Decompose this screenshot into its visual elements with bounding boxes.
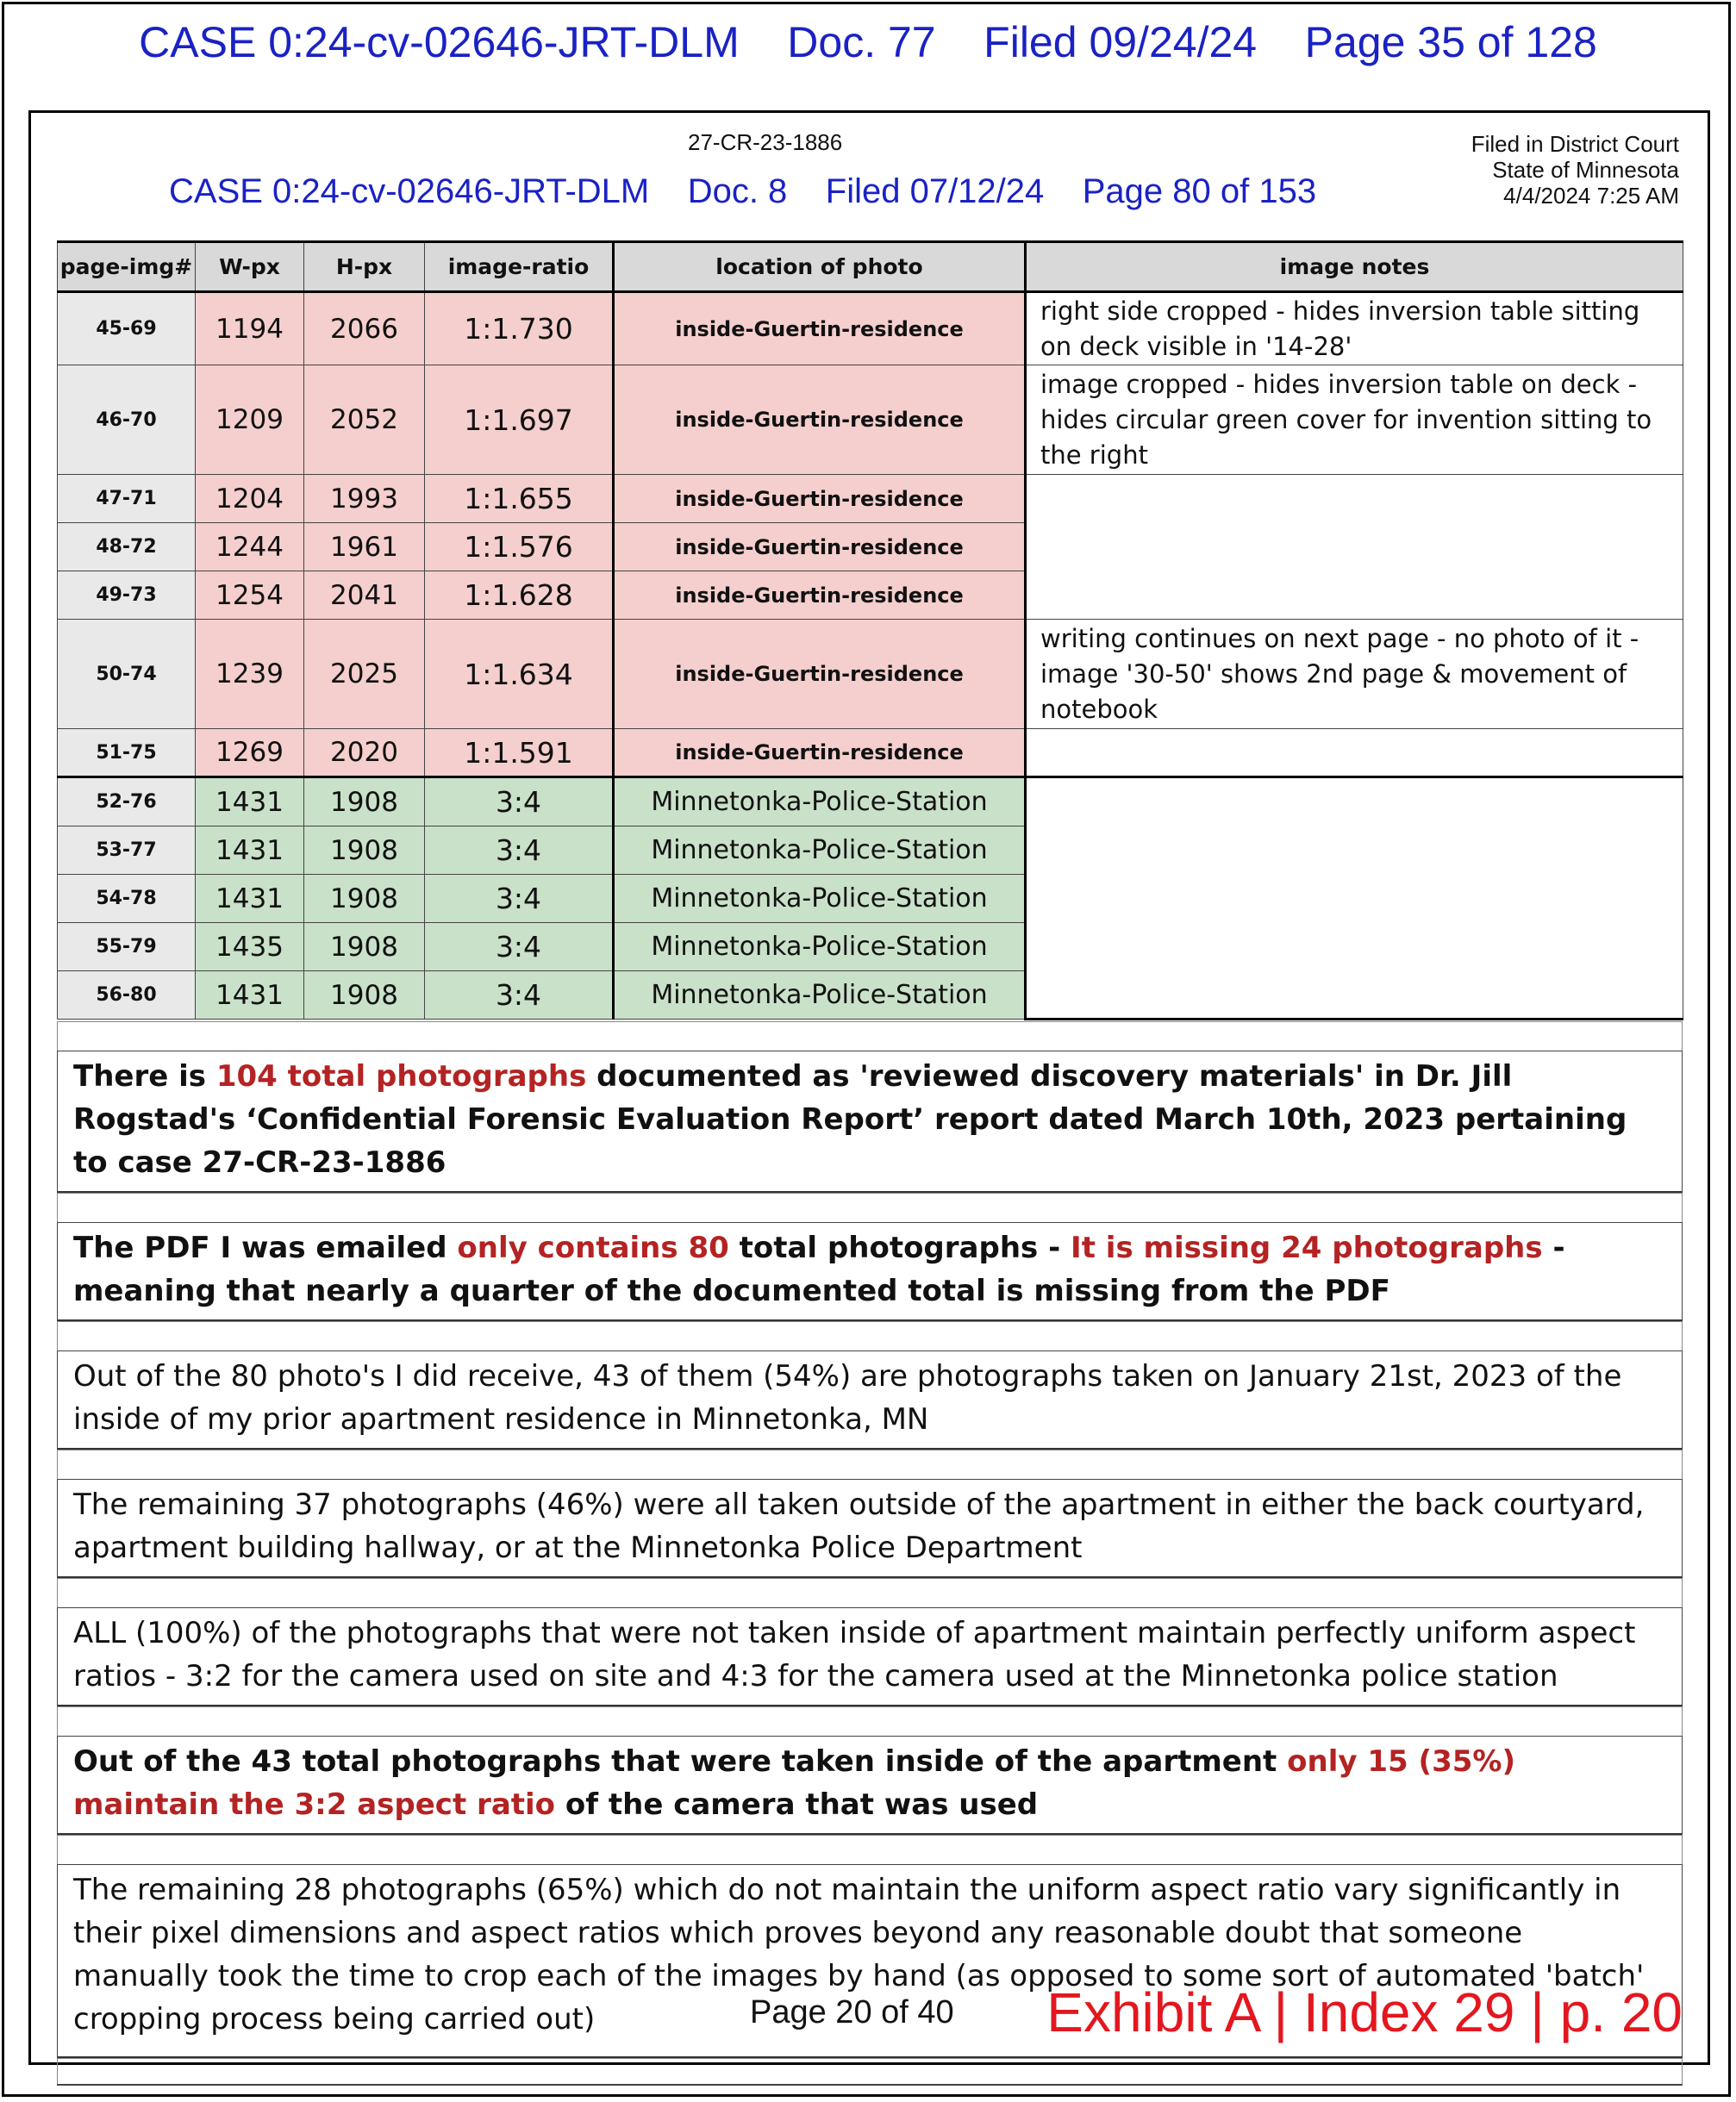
cell-height: 2025	[304, 620, 425, 729]
cell-page-img: 49-73	[58, 571, 196, 620]
table-row	[58, 620, 1683, 729]
cell-notes: writing continues on next page - no photo of it - image '30-50' shows 2nd page & movement of notebook	[1026, 620, 1683, 729]
table-row	[58, 365, 1683, 475]
cell-height: 2041	[304, 571, 425, 620]
column-header: location of photo	[614, 242, 1026, 292]
cell-location: inside-Guertin-residence	[614, 475, 1026, 523]
cell-width: 1194	[196, 292, 304, 365]
cell-width: 1239	[196, 620, 304, 729]
column-header: image-ratio	[425, 242, 614, 292]
cell-height: 1908	[304, 875, 425, 923]
divider	[57, 1706, 1683, 1736]
cell-page-img: 51-75	[58, 729, 196, 777]
cell-page-img: 48-72	[58, 523, 196, 571]
cell-notes: image cropped - hides inversion table on deck - hides circular green cover for invention sitting to the right	[1026, 365, 1683, 475]
column-header: W-px	[196, 242, 304, 292]
cell-location: inside-Guertin-residence	[614, 620, 1026, 729]
filed-stamp-line: State of Minnesota	[1492, 157, 1679, 183]
cell-ratio: 1:1.628	[425, 571, 614, 620]
cell-ratio: 1:1.591	[425, 729, 614, 777]
cell-location: inside-Guertin-residence	[614, 365, 1026, 475]
statement-highlight: only contains 80	[457, 1231, 729, 1265]
cell-width: 1431	[196, 971, 304, 1020]
cell-height: 2020	[304, 729, 425, 777]
statement-text: The PDF I was emailed	[73, 1231, 458, 1265]
statement-text: total photographs -	[728, 1231, 1071, 1265]
cell-width: 1209	[196, 365, 304, 475]
cell-ratio: 3:4	[425, 971, 614, 1020]
cell-ratio: 3:4	[425, 923, 614, 971]
statement-text: There is	[73, 1059, 216, 1094]
cell-notes: right side cropped - hides inversion table sitting on deck visible in '14-28'	[1026, 292, 1683, 365]
cell-ratio: 1:1.655	[425, 475, 614, 523]
statement-text: of the camera that was used	[555, 1787, 1039, 1822]
photo-dimensions-table	[57, 240, 1683, 1020]
cell-location: Minnetonka-Police-Station	[614, 971, 1026, 1020]
cell-width: 1244	[196, 523, 304, 571]
statement-total-photos	[57, 1051, 1683, 1193]
cell-ratio: 1:1.697	[425, 365, 614, 475]
cell-height: 2066	[304, 292, 425, 365]
cell-page-img: 50-74	[58, 620, 196, 729]
cell-height: 2052	[304, 365, 425, 475]
cell-page-img: 45-69	[58, 292, 196, 365]
cell-page-img: 53-77	[58, 826, 196, 875]
exhibit-label: Exhibit A | Index 29 | p. 20	[1046, 1981, 1683, 2043]
table-row	[58, 729, 1683, 777]
cell-height: 1908	[304, 971, 425, 1020]
state-case-number: 27-CR-23-1886	[688, 129, 843, 155]
cell-page-img: 54-78	[58, 875, 196, 923]
table-row	[58, 777, 1683, 826]
filed-stamp-line: 4/4/2024 7:25 AM	[1503, 183, 1679, 209]
column-header: page-img#	[58, 242, 196, 292]
cell-location: Minnetonka-Police-Station	[614, 777, 1026, 826]
cell-height: 1908	[304, 777, 425, 826]
cell-page-img: 47-71	[58, 475, 196, 523]
statement-text: documented as 'reviewed discovery materials' in Dr. Jill Rogstad's ‘Confidential Forensic Evaluation Report’ report dated March 10th, 2023 pertaining to case 27-CR-23-1886	[73, 1059, 1627, 1180]
divider	[57, 1578, 1683, 1607]
divider	[57, 1021, 1683, 1051]
cell-ratio: 3:4	[425, 826, 614, 875]
cell-height: 1993	[304, 475, 425, 523]
statement-highlight: It is missing 24 photographs	[1071, 1231, 1543, 1265]
cell-width: 1431	[196, 826, 304, 875]
cell-location: inside-Guertin-residence	[614, 571, 1026, 620]
cell-location: inside-Guertin-residence	[614, 729, 1026, 777]
sub-case-header: CASE 0:24-cv-02646-JRT-DLM Doc. 8 Filed 07/12/24 Page 80 of 153	[169, 172, 1317, 210]
cell-ratio: 3:4	[425, 875, 614, 923]
cell-width: 1254	[196, 571, 304, 620]
cell-width: 1435	[196, 923, 304, 971]
column-header: image notes	[1026, 242, 1683, 292]
cell-location: inside-Guertin-residence	[614, 292, 1026, 365]
divider	[57, 1321, 1683, 1350]
cell-width: 1204	[196, 475, 304, 523]
statement-highlight: 104 total photographs	[215, 1059, 587, 1094]
cell-location: Minnetonka-Police-Station	[614, 875, 1026, 923]
column-header: H-px	[304, 242, 425, 292]
statements-list	[57, 1021, 1683, 2086]
cell-height: 1908	[304, 923, 425, 971]
statement-manual-crop: The remaining 28 photographs (65%) which do not maintain the uniform aspect ratio vary significantly in their pixel dimensions and aspect ratios which proves beyond any reasonable doubt that someone manually took the time to crop each of the images by hand (as opposed to some sort of automated 'batch' cropping process being carried out)	[57, 1864, 1683, 2058]
statement-missing-photos	[57, 1222, 1683, 1321]
cell-page-img: 46-70	[58, 365, 196, 475]
statement-highlight: only 15 (35%) maintain the 3:2 aspect ratio	[73, 1744, 1515, 1822]
cell-width: 1431	[196, 875, 304, 923]
statement-inside-photos: Out of the 80 photo's I did receive, 43 of them (54%) are photographs taken on January 21st, 2023 of the inside of my prior apartment residence in Minnetonka, MN	[57, 1350, 1683, 1450]
statement-text: - meaning that nearly a quarter of the documented total is missing from the PDF	[73, 1231, 1565, 1308]
top-case-header: CASE 0:24-cv-02646-JRT-DLM Doc. 77 Filed 09/24/24 Page 35 of 128	[139, 18, 1597, 66]
cell-notes-empty	[1026, 777, 1683, 1020]
page-number: Page 20 of 40	[750, 1994, 954, 2030]
filed-stamp-line: Filed in District Court	[1471, 131, 1679, 157]
cell-height: 1908	[304, 826, 425, 875]
cell-page-img: 56-80	[58, 971, 196, 1020]
statement-outside-photos: The remaining 37 photographs (46%) were all taken outside of the apartment in either the back courtyard, apartment building hallway, or at the Minnetonka Police Department	[57, 1479, 1683, 1578]
cell-notes-empty	[1026, 729, 1683, 777]
divider	[57, 1193, 1683, 1222]
cell-ratio: 1:1.576	[425, 523, 614, 571]
table-row	[58, 475, 1683, 523]
cell-page-img: 52-76	[58, 777, 196, 826]
divider	[57, 1835, 1683, 1864]
divider	[57, 1450, 1683, 1479]
cell-notes-empty	[1026, 475, 1683, 620]
cell-page-img: 55-79	[58, 923, 196, 971]
cell-location: Minnetonka-Police-Station	[614, 826, 1026, 875]
cell-ratio: 1:1.730	[425, 292, 614, 365]
filed-stamp	[1471, 131, 1679, 209]
cell-height: 1961	[304, 523, 425, 571]
cell-location: inside-Guertin-residence	[614, 523, 1026, 571]
cell-width: 1269	[196, 729, 304, 777]
cell-width: 1431	[196, 777, 304, 826]
cell-location: Minnetonka-Police-Station	[614, 923, 1026, 971]
table-row	[58, 292, 1683, 365]
cell-ratio: 3:4	[425, 777, 614, 826]
statement-inside-ratio	[57, 1736, 1683, 1835]
statement-text: Out of the 43 total photographs that were taken inside of the apartment	[73, 1744, 1288, 1779]
table-header-row	[58, 242, 1683, 292]
cell-ratio: 1:1.634	[425, 620, 614, 729]
divider	[57, 2058, 1683, 2084]
statement-uniform-ratios: ALL (100%) of the photographs that were not taken inside of apartment maintain perfectly uniform aspect ratios - 3:2 for the camera used on site and 4:3 for the camera used at the Minnetonka police station	[57, 1607, 1683, 1706]
